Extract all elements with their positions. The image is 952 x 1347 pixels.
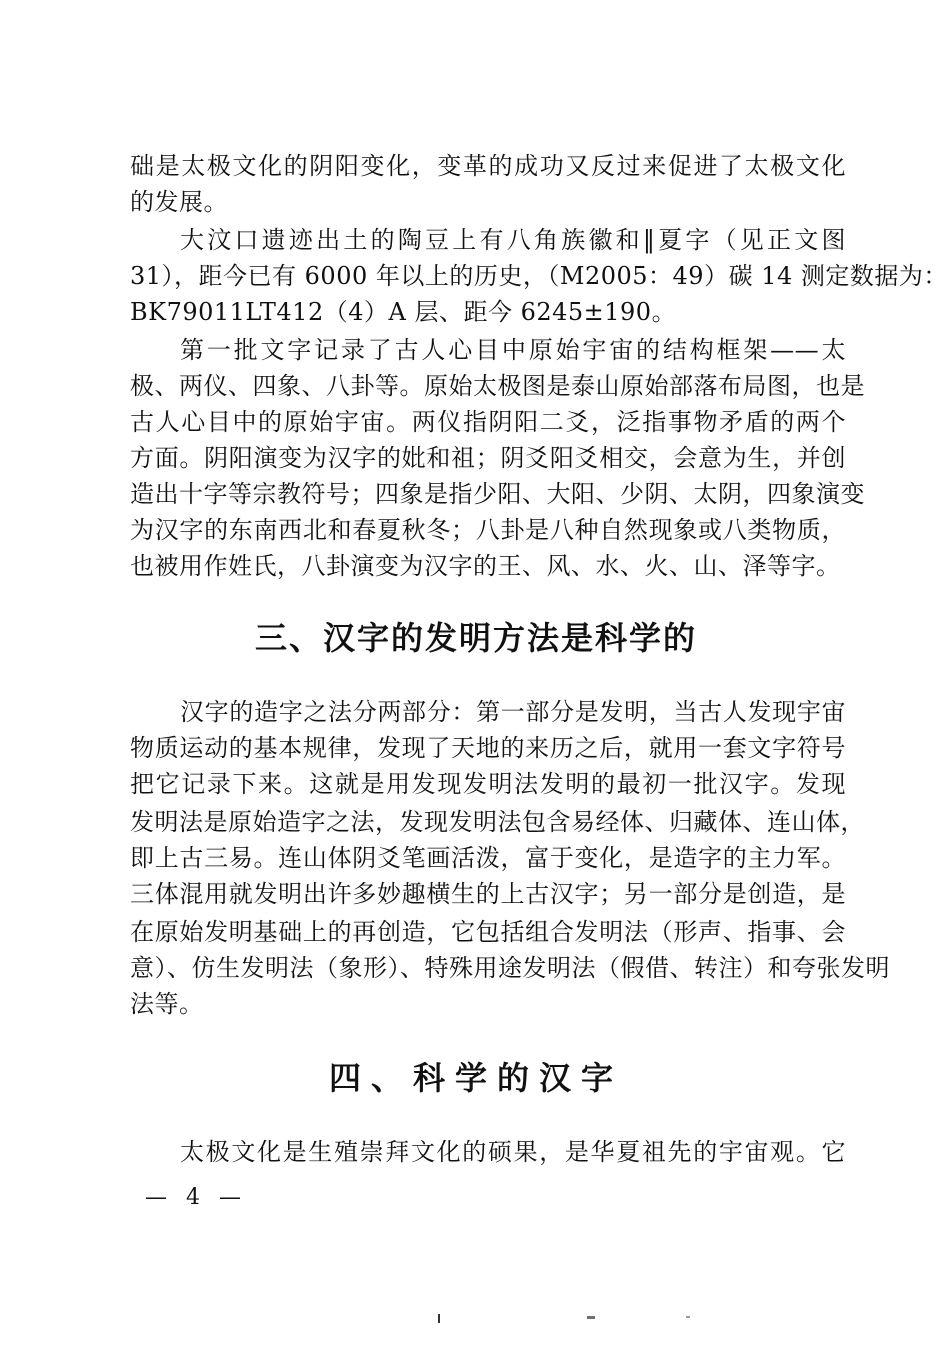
text-line: 法等。: [130, 990, 204, 1018]
scan-artifact: [686, 1316, 690, 1318]
text-line: 太极文化是生殖崇拜文化的硕果，是华夏祖先的宇宙观。它: [180, 1138, 846, 1166]
text-line: 古人心目中的原始宇宙。两仪指阴阳二爻，泛指事物矛盾的两个: [130, 408, 846, 436]
text-line: 31），距今已有 6000 年以上的历史，（M2005：49）碳 14 测定数据为：: [130, 262, 948, 290]
text-line: 三体混用就发明出许多妙趣横生的上古汉字；另一部分是创造，是: [130, 880, 846, 908]
text-line: 大汶口遗迹出土的陶豆上有八角族徽和‖夏字（见正文图: [180, 226, 846, 254]
text-line: 也被用作姓氏，八卦演变为汉字的王、风、水、火、山、泽等字。: [130, 552, 841, 580]
section-heading: 四、科学的汉字: [328, 1059, 623, 1097]
scan-artifact: [438, 1314, 440, 1323]
text-line: 把它记录下来。这就是用发现发明法发明的最初一批汉字。发现: [130, 770, 846, 798]
text-line: 汉字的造字之法分两部分：第一部分是发明，当古人发现宇宙: [180, 698, 846, 726]
text-line: 础是太极文化的阴阳变化，变革的成功又反过来促进了太极文化: [130, 152, 846, 180]
text-line: 意）、仿生发明法（象形）、特殊用途发明法（假借、转注）和夸张发明: [130, 954, 890, 982]
text-line: 造出十字等宗教符号；四象是指少阳、大阳、少阴、太阴，四象演变: [130, 480, 865, 508]
text-line: 发明法是原始造字之法，发现发明法包含易经体、归藏体、连山体，: [130, 808, 865, 836]
text-line: 第一批文字记录了古人心目中原始宇宙的结构框架——太: [180, 336, 846, 364]
text-line: 极、两仪、四象、八卦等。原始太极图是泰山原始部落布局图，也是: [130, 372, 865, 400]
page-number: — 4 —: [145, 1185, 247, 1210]
section-heading: 三、汉字的发明方法是科学的: [254, 619, 697, 657]
text-line: 物质运动的基本规律，发现了天地的来历之后，就用一套文字符号: [130, 734, 846, 762]
text-line: 在原始发明基础上的再创造，它包括组合发明法（形声、指事、会: [130, 918, 846, 946]
text-line: 方面。阴阳演变为汉字的妣和祖；阴爻阳爻相交，会意为生，并创: [130, 444, 846, 472]
text-line: 即上古三易。连山体阴爻笔画活泼，富于变化，是造字的主力军。: [130, 844, 846, 872]
scan-artifact: [587, 1316, 595, 1319]
text-line: 的发展。: [130, 188, 228, 216]
text-line: BK79011LT412（4）A 层、距今 6245±190。: [130, 298, 677, 326]
text-line: 为汉字的东南西北和春夏秋冬；八卦是八种自然现象或八类物质，: [130, 516, 846, 544]
